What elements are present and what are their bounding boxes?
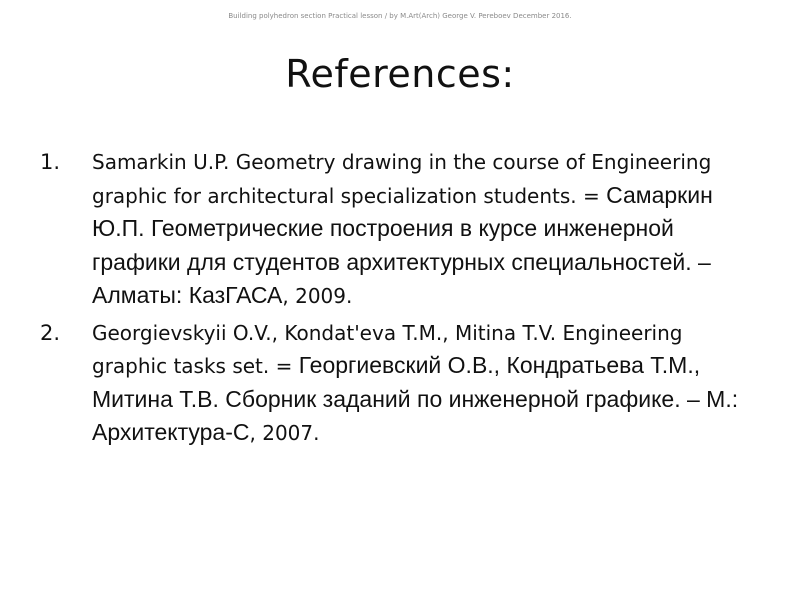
reference-latin-text: Samarkin U.P. Geometry drawing in the course of Engineering graphic for architectural specialization students. =: [92, 150, 712, 208]
reference-item-2: [40, 317, 760, 450]
reference-cyrillic-text: Георгиевский О.В., Кондратьева Т.М., Митина Т.В. Сборник заданий по инженерной графике. – М.: Архитектура-С: [92, 352, 739, 445]
reference-year: , 2009.: [282, 284, 353, 308]
header-note: Building polyhedron section Practical lesson / by M.Art(Arch) George V. Pereboev December 2016.: [228, 12, 572, 20]
reference-number: 1.: [40, 150, 61, 174]
reference-year: , 2007.: [249, 421, 320, 445]
reference-latin-text: Georgievskyii O.V., Kondat'eva T.M., Mitina T.V. Engineering graphic tasks set. =: [92, 320, 683, 378]
page-title: References:: [285, 52, 515, 96]
reference-cyrillic-text: Самаркин Ю.П. Геометрические построения в курсе инженерной графики для студентов архитектурных специальностей. – Алматы: КазГАСА: [92, 181, 713, 308]
reference-item-1: [40, 146, 760, 313]
reference-number: 2.: [40, 320, 61, 345]
references-list: [40, 146, 760, 454]
